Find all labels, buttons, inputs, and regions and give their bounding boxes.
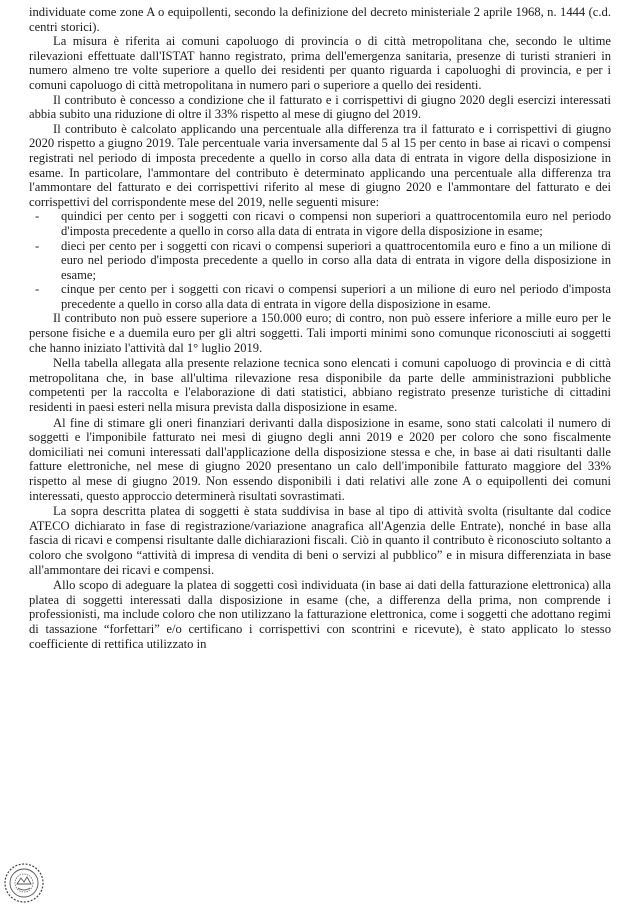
- body-text: [29, 5, 611, 651]
- list-item-text: quindici per cento per i soggetti con ricavi o compensi non superiori a quattrocentomila euro nel periodo d'imposta precedente a quello in corso alla data di entrata in vigore della disposizione in esame;: [61, 209, 611, 238]
- list-item: [29, 282, 611, 311]
- official-seal-icon: [3, 862, 45, 904]
- list-bullet: -: [35, 238, 40, 253]
- paragraph-platea: La sopra descritta platea di soggetti è stata suddivisa in base al tipo di attività svolta (risultante dal codice ATECO dichiarato in fase di registrazione/variazione anagrafica all'Agenzia delle Entrate), nonché in base alla fascia di ricavi e compensi risultante dalle dichiarazioni fiscali. Ciò in quanto il contributo è riconosciuto soltanto a coloro che svolgono “attività di impresa di vendita di beni o servizi al pubblico” e in misura differenziata in base all'ammontare dei ricavi e compensi.: [29, 504, 611, 577]
- list-bullet: -: [35, 209, 40, 224]
- paragraph-limits: Il contributo non può essere superiore a 150.000 euro; di contro, non può essere inferiore a mille euro per le persone fisiche e a duemila euro per gli altri soggetti. Tali importi minimi sono comunque riconosciuti ai soggetti che hanno iniziato l'attività dal 1° luglio 2019.: [29, 311, 611, 355]
- paragraph-condition: Il contributo è concesso a condizione che il fatturato e i corrispettivi di giugno 2020 degli esercizi interessati abbia subito una riduzione di oltre il 33% rispetto al mese di giugno del 2019.: [29, 92, 611, 122]
- paragraph-scope: La misura è riferita ai comuni capoluogo di provincia o di città metropolitana che, secondo le ultime rilevazioni effettuate dall'ISTAT hanno registrato, prima dell'emergenza sanitaria, presenze di turisti stranieri in numero almeno tre volte superiore a quello dei residenti per quanto riguarda i capoluoghi di provincia, e per i comuni capoluogo di città metropolitana in numero pari o superiore a quello dei residenti.: [29, 34, 611, 92]
- paragraph-adjustment: Allo scopo di adeguare la platea di soggetti così individuata (in base ai dati della fatturazione elettronica) alla platea di soggetti interessati dalla disposizione in esame (che, a differenza della prima, non comprende i professionisti, ma include coloro che non utilizzano la fatturazione elettronica, come i soggetti che adottano regimi di tassazione “forfettari” e/o certificano i corrispettivi con scontrini e ricevute), è stato applicato lo stesso coefficiente di rettifica utilizzato in: [29, 578, 611, 651]
- paragraph-continuation: individuate come zone A o equipollenti, secondo la definizione del decreto ministeriale 2 aprile 1968, n. 1444 (c.d. centri storici).: [29, 5, 611, 34]
- list-item: [29, 209, 611, 238]
- list-bullet: -: [35, 282, 40, 297]
- percentage-list: [29, 209, 611, 311]
- paragraph-table: Nella tabella allegata alla presente relazione tecnica sono elencati i comuni capoluogo di provincia e di città metropolitana che, in base all'ultima rilevazione resa disponibile da parte delle amministrazioni pubbliche competenti per la raccolta e l'elaborazione di dati statistici, abbiano registrato presenze turistiche di cittadini residenti in paesi esteri nella misura prevista dalla disposizione in esame.: [29, 356, 611, 415]
- list-item: [29, 239, 611, 283]
- list-item-text: cinque per cento per i soggetti con ricavi o compensi superiori a un milione di euro nel periodo d'imposta precedente a quello in corso alla data di entrata in vigore della disposizione in esame.: [61, 282, 611, 311]
- paragraph-estimate: Al fine di stimare gli oneri finanziari derivanti dalla disposizione in esame, sono stati calcolati il numero di soggetti e l'imponibile fatturato nei mesi di giugno degli anni 2019 e 2020 per coloro che sono fiscalmente domiciliati nei comuni interessati dall'applicazione della disposizione stessa e che, in base ai dati risultanti dalle fatture elettroniche, nel mese di giugno 2020 presentano un calo dell'imponibile fatturato maggiore del 33% rispetto al mese di giugno 2019. Non essendo disponibili i dati relativi alle zone A o equipollenti dei comuni interessati, questo approccio determinerà risultati sovrastimati.: [29, 415, 611, 503]
- list-item-text: dieci per cento per i soggetti con ricavi o compensi superiori a quattrocentomila euro e fino a un milione di euro nel periodo d'imposta precedente a quello in corso alla data di entrata in vigore della disposizione in esame;: [61, 238, 611, 282]
- paragraph-calculation: Il contributo è calcolato applicando una percentuale alla differenza tra il fatturato e i corrispettivi di giugno 2020 rispetto a giugno 2019. Tale percentuale varia inversamente dal 5 al 15 per cento in base ai ricavi o compensi registrati nel periodo di imposta precedente a quello in corso alla data di entrata in vigore della disposizione in esame. In particolare, l'ammontare del contributo è determinato applicando una percentuale alla differenza tra l'ammontare del fatturato e dei corrispettivi riferito al mese di giugno 2020 e l'ammontare del fatturato e dei corrispettivi del corrispondente mese del 2019, nelle seguenti misure:: [29, 121, 611, 209]
